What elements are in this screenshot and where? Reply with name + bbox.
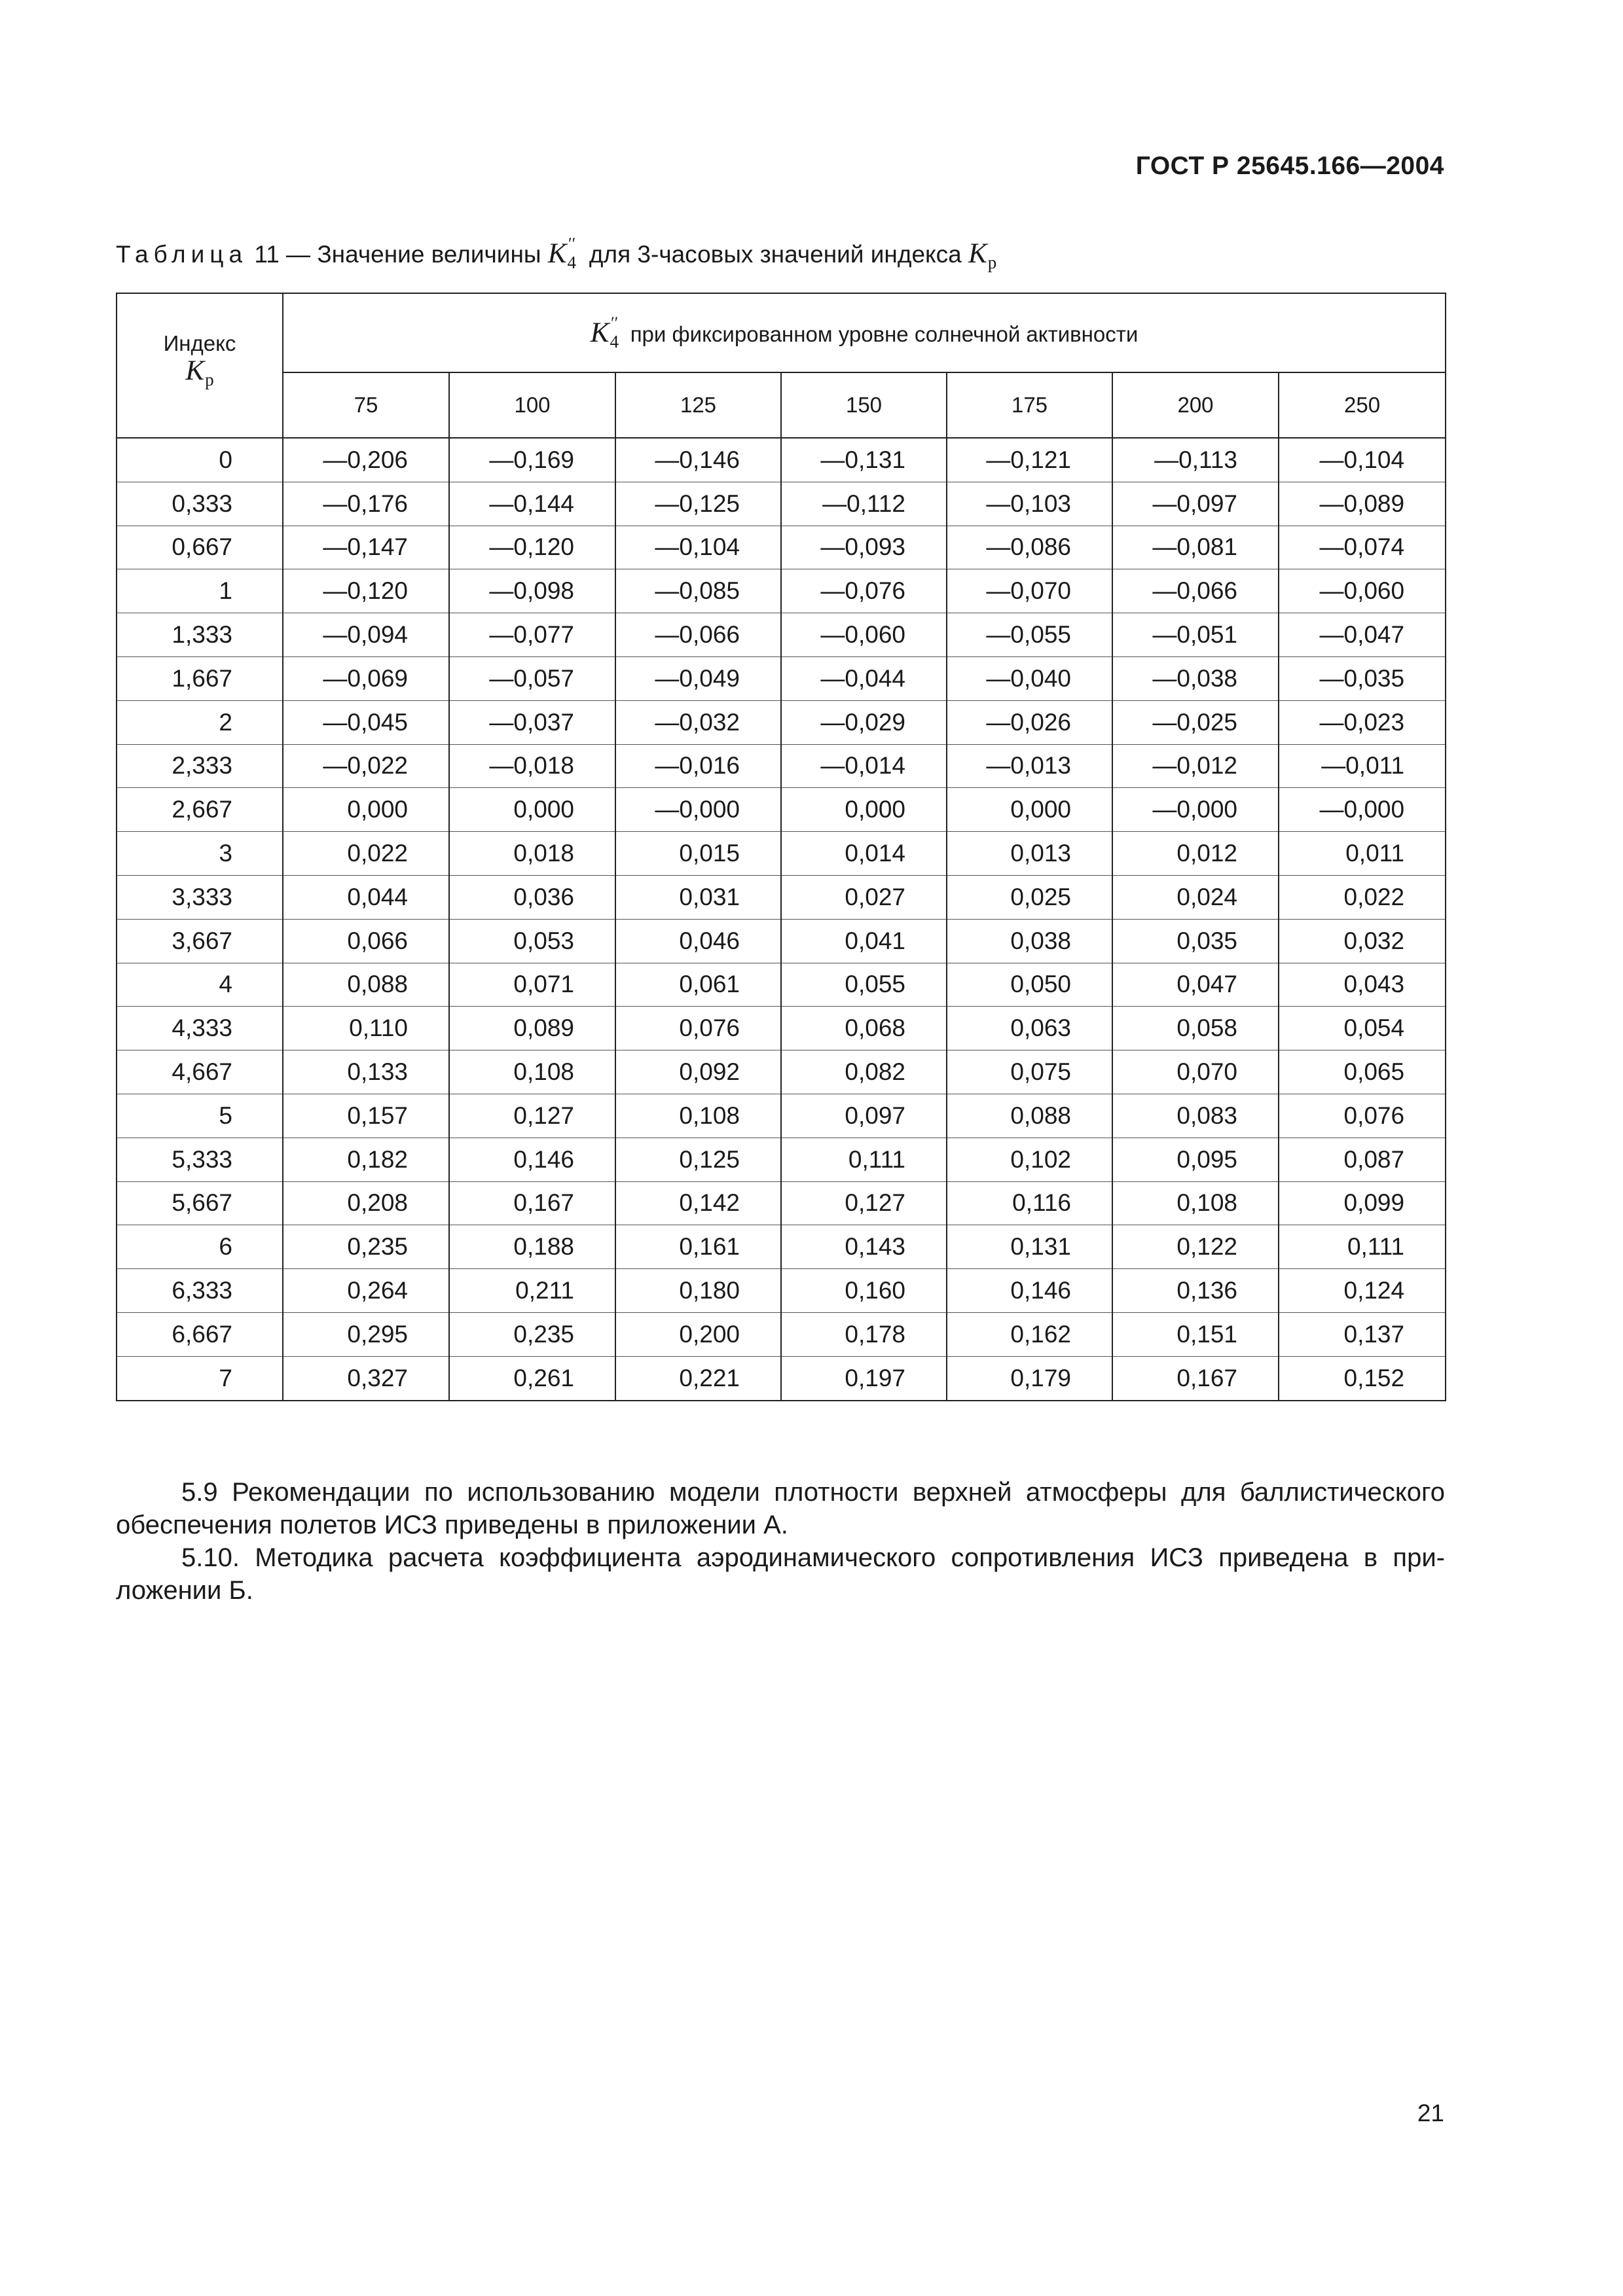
value-cell: 0,261	[449, 1356, 615, 1400]
value-cell: —0,120	[449, 526, 615, 569]
value-cell: 0,137	[1279, 1312, 1446, 1356]
value-cell: 0,108	[449, 1050, 615, 1094]
document-code: ГОСТ Р 25645.166—2004	[1135, 152, 1444, 180]
value-cell: 0,036	[449, 875, 615, 919]
table-row	[117, 1050, 1446, 1094]
value-cell: 0,110	[283, 1007, 449, 1050]
value-cell: 0,099	[1279, 1181, 1446, 1225]
value-cell: 0,000	[947, 788, 1112, 832]
value-cell: 0,235	[449, 1312, 615, 1356]
value-cell: 0,167	[1112, 1356, 1279, 1400]
table-row	[117, 963, 1446, 1007]
value-cell: —0,018	[449, 744, 615, 788]
value-cell: 0,075	[947, 1050, 1112, 1094]
table-row	[117, 1181, 1446, 1225]
value-cell: 0,197	[781, 1356, 947, 1400]
kp-index-cell: 4	[117, 963, 283, 1007]
value-cell: 0,180	[615, 1269, 781, 1313]
kp-index-cell: 1,667	[117, 656, 283, 700]
table-row	[117, 1225, 1446, 1269]
value-cell: 0,066	[283, 919, 449, 963]
value-cell: —0,014	[781, 744, 947, 788]
value-cell: 0,082	[781, 1050, 947, 1094]
value-cell: —0,057	[449, 656, 615, 700]
table-caption	[116, 234, 996, 273]
table-row	[117, 438, 1446, 482]
value-cell: 0,295	[283, 1312, 449, 1356]
column-header: 175	[947, 372, 1112, 438]
value-cell: 0,088	[947, 1094, 1112, 1138]
value-cell: 0,000	[449, 788, 615, 832]
value-cell: 0,046	[615, 919, 781, 963]
table-row	[117, 613, 1446, 657]
value-cell: 0,041	[781, 919, 947, 963]
value-cell: 0,022	[283, 832, 449, 876]
value-cell: —0,104	[1279, 438, 1446, 482]
value-cell: —0,066	[615, 613, 781, 657]
index-column-header: Индекс $K_p$	[117, 293, 283, 438]
value-cell: 0,146	[947, 1269, 1112, 1313]
value-cell: —0,051	[1112, 613, 1279, 657]
table-row	[117, 1356, 1446, 1400]
column-header: 250	[1279, 372, 1446, 438]
value-cell: 0,068	[781, 1007, 947, 1050]
value-cell: —0,104	[615, 526, 781, 569]
value-cell: —0,022	[283, 744, 449, 788]
value-cell: 0,160	[781, 1269, 947, 1313]
value-cell: —0,206	[283, 438, 449, 482]
value-cell: —0,038	[1112, 656, 1279, 700]
caption-text-before: 11 — Значение величины	[254, 241, 541, 268]
value-cell: —0,032	[615, 700, 781, 744]
value-cell: 0,025	[947, 875, 1112, 919]
kp-index-cell: 2,667	[117, 788, 283, 832]
value-cell: —0,112	[781, 482, 947, 526]
value-cell: 0,000	[283, 788, 449, 832]
kp-index-cell: 0,667	[117, 526, 283, 569]
value-cell: 0,043	[1279, 963, 1446, 1007]
value-cell: 0,221	[615, 1356, 781, 1400]
column-header: 75	[283, 372, 449, 438]
table-row	[117, 1312, 1446, 1356]
table-row	[117, 1007, 1446, 1050]
value-cell: —0,113	[1112, 438, 1279, 482]
kp-index-cell: 7	[117, 1356, 283, 1400]
value-cell: 0,035	[1112, 919, 1279, 963]
value-cell: 0,146	[449, 1138, 615, 1181]
table-row	[117, 875, 1446, 919]
value-cell: —0,085	[615, 569, 781, 613]
table-row	[117, 656, 1446, 700]
value-cell: 0,024	[1112, 875, 1279, 919]
value-cell: 0,071	[449, 963, 615, 1007]
page-number: 21	[1417, 2100, 1444, 2126]
kp-index-cell: 5,333	[117, 1138, 283, 1181]
caption-label: Таблица	[116, 241, 248, 268]
kp-index-cell: 3,333	[117, 875, 283, 919]
value-cell: 0,076	[1279, 1094, 1446, 1138]
value-cell: 0,108	[615, 1094, 781, 1138]
kp-index-cell: 2,333	[117, 744, 283, 788]
kp-index-cell: 4,333	[117, 1007, 283, 1050]
value-cell: 0,058	[1112, 1007, 1279, 1050]
value-cell: —0,081	[1112, 526, 1279, 569]
value-cell: 0,011	[1279, 832, 1446, 876]
column-header: 150	[781, 372, 947, 438]
value-cell: —0,069	[283, 656, 449, 700]
value-cell: —0,097	[1112, 482, 1279, 526]
kp-index-cell: 0	[117, 438, 283, 482]
value-cell: 0,108	[1112, 1181, 1279, 1225]
value-cell: —0,023	[1279, 700, 1446, 744]
value-cell: 0,152	[1279, 1356, 1446, 1400]
value-cell: —0,000	[1279, 788, 1446, 832]
value-cell: —0,060	[1279, 569, 1446, 613]
kp-index-cell: 1,333	[117, 613, 283, 657]
table-row	[117, 1094, 1446, 1138]
group-column-header: $K_4''$ при фиксированном уровне солнечной активности	[283, 293, 1446, 372]
caption-symbol: $K_4''$	[547, 234, 576, 272]
value-cell: —0,086	[947, 526, 1112, 569]
value-cell: 0,070	[1112, 1050, 1279, 1094]
value-cell: 0,211	[449, 1269, 615, 1313]
value-cell: —0,026	[947, 700, 1112, 744]
value-cell: 0,000	[781, 788, 947, 832]
value-cell: 0,136	[1112, 1269, 1279, 1313]
kp-index-cell: 3,667	[117, 919, 283, 963]
value-cell: —0,047	[1279, 613, 1446, 657]
value-cell: 0,012	[1112, 832, 1279, 876]
value-cell: 0,015	[615, 832, 781, 876]
table-row	[117, 744, 1446, 788]
paragraph-5-10: 5.10. Методика расчета коэффициента аэродинамического сопротивления ИСЗ приведена в приложении Б.	[116, 1543, 1445, 1605]
value-cell: 0,065	[1279, 1050, 1446, 1094]
value-cell: —0,098	[449, 569, 615, 613]
value-cell: 0,087	[1279, 1138, 1446, 1181]
value-cell: 0,050	[947, 963, 1112, 1007]
value-cell: —0,176	[283, 482, 449, 526]
value-cell: 0,032	[1279, 919, 1446, 963]
value-cell: —0,121	[947, 438, 1112, 482]
value-cell: —0,013	[947, 744, 1112, 788]
value-cell: 0,167	[449, 1181, 615, 1225]
value-cell: 0,095	[1112, 1138, 1279, 1181]
value-cell: —0,070	[947, 569, 1112, 613]
kp-index-cell: 5	[117, 1094, 283, 1138]
value-cell: —0,012	[1112, 744, 1279, 788]
table-row	[117, 1269, 1446, 1313]
value-cell: —0,060	[781, 613, 947, 657]
value-cell: 0,022	[1279, 875, 1446, 919]
value-cell: 0,083	[1112, 1094, 1279, 1138]
kp-index-cell: 6,667	[117, 1312, 283, 1356]
data-table	[116, 293, 1446, 1401]
value-cell: 0,122	[1112, 1225, 1279, 1269]
value-cell: 0,182	[283, 1138, 449, 1181]
value-cell: —0,093	[781, 526, 947, 569]
column-header: 100	[449, 372, 615, 438]
value-cell: —0,120	[283, 569, 449, 613]
kp-index-cell: 6,333	[117, 1269, 283, 1313]
table-row	[117, 1138, 1446, 1181]
value-cell: 0,127	[449, 1094, 615, 1138]
value-cell: —0,125	[615, 482, 781, 526]
value-cell: 0,151	[1112, 1312, 1279, 1356]
value-cell: —0,044	[781, 656, 947, 700]
value-cell: 0,116	[947, 1181, 1112, 1225]
value-cell: 0,124	[1279, 1269, 1446, 1313]
value-cell: 0,131	[947, 1225, 1112, 1269]
table-row	[117, 526, 1446, 569]
table-row	[117, 919, 1446, 963]
value-cell: 0,014	[781, 832, 947, 876]
kp-index-cell: 5,667	[117, 1181, 283, 1225]
value-cell: —0,029	[781, 700, 947, 744]
value-cell: 0,018	[449, 832, 615, 876]
kp-index-cell: 1	[117, 569, 283, 613]
table-row	[117, 569, 1446, 613]
caption-index-symbol: $K_p$	[968, 238, 997, 272]
value-cell: 0,047	[1112, 963, 1279, 1007]
paragraph-5-9: 5.9 Рекомендации по использованию модели плотности верхней атмосферы для баллистического обеспечения полетов ИСЗ приведены в приложении А.	[116, 1478, 1445, 1539]
value-cell: 0,088	[283, 963, 449, 1007]
value-cell: 0,092	[615, 1050, 781, 1094]
value-cell: 0,055	[781, 963, 947, 1007]
value-cell: 0,013	[947, 832, 1112, 876]
value-cell: —0,066	[1112, 569, 1279, 613]
value-cell: —0,049	[615, 656, 781, 700]
value-cell: —0,076	[781, 569, 947, 613]
value-cell: —0,037	[449, 700, 615, 744]
value-cell: —0,045	[283, 700, 449, 744]
value-cell: —0,055	[947, 613, 1112, 657]
value-cell: —0,016	[615, 744, 781, 788]
value-cell: 0,235	[283, 1225, 449, 1269]
value-cell: 0,031	[615, 875, 781, 919]
value-cell: —0,103	[947, 482, 1112, 526]
value-cell: —0,089	[1279, 482, 1446, 526]
value-cell: —0,074	[1279, 526, 1446, 569]
value-cell: 0,102	[947, 1138, 1112, 1181]
value-cell: —0,000	[1112, 788, 1279, 832]
value-cell: 0,127	[781, 1181, 947, 1225]
column-header: 125	[615, 372, 781, 438]
value-cell: 0,200	[615, 1312, 781, 1356]
value-cell: —0,131	[781, 438, 947, 482]
value-cell: —0,169	[449, 438, 615, 482]
value-cell: 0,089	[449, 1007, 615, 1050]
value-cell: —0,035	[1279, 656, 1446, 700]
value-cell: —0,147	[283, 526, 449, 569]
value-cell: 0,097	[781, 1094, 947, 1138]
value-cell: 0,038	[947, 919, 1112, 963]
value-cell: 0,063	[947, 1007, 1112, 1050]
value-cell: 0,188	[449, 1225, 615, 1269]
value-cell: —0,146	[615, 438, 781, 482]
value-cell: 0,125	[615, 1138, 781, 1181]
value-cell: —0,077	[449, 613, 615, 657]
value-cell: 0,264	[283, 1269, 449, 1313]
kp-index-cell: 3	[117, 832, 283, 876]
kp-index-cell: 4,667	[117, 1050, 283, 1094]
value-cell: 0,143	[781, 1225, 947, 1269]
table-row	[117, 482, 1446, 526]
value-cell: 0,076	[615, 1007, 781, 1050]
table-row	[117, 700, 1446, 744]
value-cell: —0,144	[449, 482, 615, 526]
value-cell: 0,178	[781, 1312, 947, 1356]
value-cell: 0,111	[1279, 1225, 1446, 1269]
value-cell: —0,000	[615, 788, 781, 832]
kp-index-cell: 6	[117, 1225, 283, 1269]
kp-index-cell: 2	[117, 700, 283, 744]
value-cell: —0,025	[1112, 700, 1279, 744]
value-cell: 0,179	[947, 1356, 1112, 1400]
caption-text-after: для 3-часовых значений индекса	[589, 241, 962, 268]
value-cell: 0,053	[449, 919, 615, 963]
table-row	[117, 832, 1446, 876]
value-cell: —0,011	[1279, 744, 1446, 788]
value-cell: 0,327	[283, 1356, 449, 1400]
column-header: 200	[1112, 372, 1279, 438]
value-cell: 0,044	[283, 875, 449, 919]
value-cell: 0,162	[947, 1312, 1112, 1356]
group-header-symbol: $K_4''$	[590, 314, 619, 351]
value-cell: 0,061	[615, 963, 781, 1007]
value-cell: 0,133	[283, 1050, 449, 1094]
value-cell: 0,157	[283, 1094, 449, 1138]
kp-index-cell: 0,333	[117, 482, 283, 526]
value-cell: 0,208	[283, 1181, 449, 1225]
table-row	[117, 788, 1446, 832]
value-cell: 0,027	[781, 875, 947, 919]
value-cell: 0,142	[615, 1181, 781, 1225]
value-cell: —0,094	[283, 613, 449, 657]
value-cell: —0,040	[947, 656, 1112, 700]
index-header-symbol: $K_p$	[185, 355, 214, 389]
value-cell: 0,111	[781, 1138, 947, 1181]
value-cell: 0,161	[615, 1225, 781, 1269]
value-cell: 0,054	[1279, 1007, 1446, 1050]
